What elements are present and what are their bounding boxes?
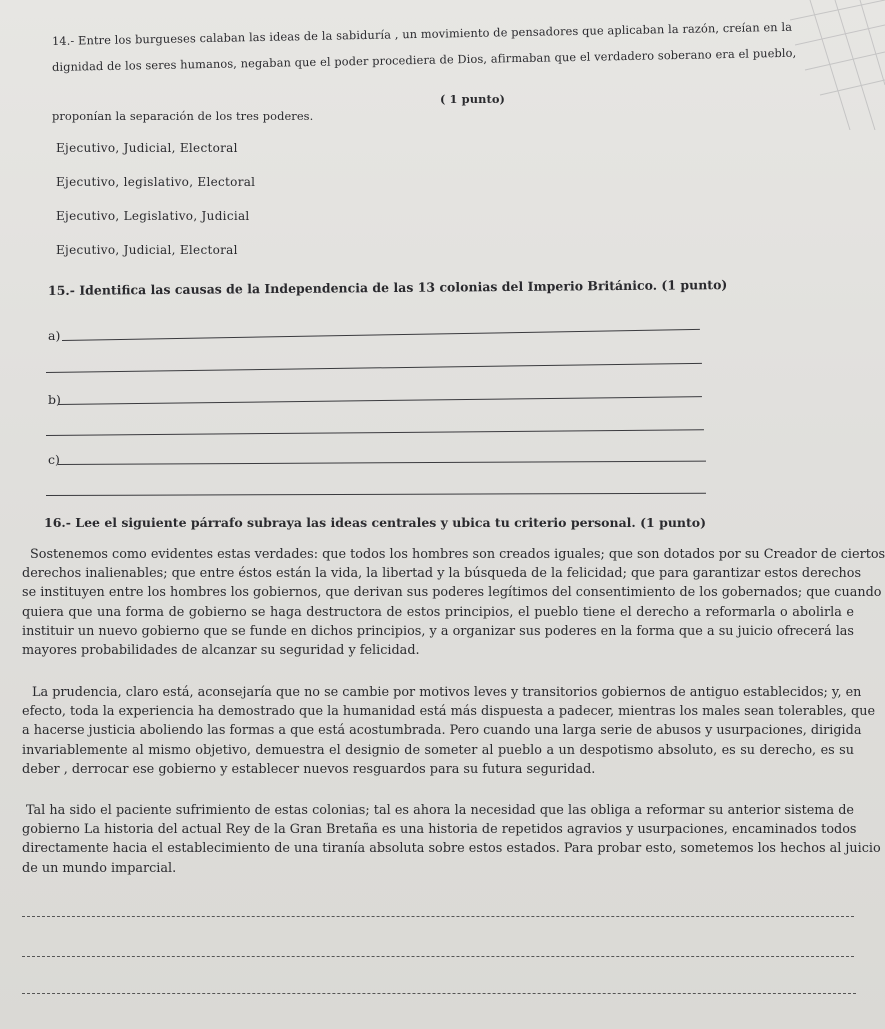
answer-line-c[interactable]	[58, 461, 706, 465]
answer-line-b[interactable]	[58, 396, 702, 405]
paragraph-1-line: mayores probabilidades de alcanzar su seguridad y felicidad.	[22, 643, 420, 659]
paragraph-1-line: se instituyen entre los hombres los gobiernos, que derivan sus poderes legítimos del consentimiento de los gobernados; que cuando	[22, 585, 882, 601]
paragraph-2-line: invariablemente al mismo objetivo, demuestra el designio de someter al pueblo a un despotismo absoluto, es su derecho, es su	[22, 742, 854, 758]
paragraph-2-line: a hacerse justicia aboliendo las formas a que está acostumbrada. Pero cuando una larga serie de abusos y usurpaciones, dirigida	[22, 723, 862, 739]
q14-line-3: proponían la separación de los tres poderes.	[52, 109, 314, 123]
paragraph-3-line: de un mundo imparcial.	[22, 860, 177, 876]
answer-line-a[interactable]	[62, 329, 700, 341]
q14-option-1[interactable]: Ejecutivo, Judicial, Electoral	[56, 141, 238, 155]
paragraph-1-line: instituir un nuevo gobierno que se funde en dichos principios, y a organizar sus poderes en la forma que a su juicio ofrecerá las	[22, 623, 854, 639]
opinion-line-1[interactable]	[22, 916, 854, 917]
answer-line-c2[interactable]	[46, 493, 706, 496]
q16-title: 16.- Lee el siguiente párrafo subraya las ideas centrales y ubica tu criterio personal. (1 punto)	[44, 515, 707, 530]
answer-line-b2[interactable]	[46, 429, 704, 436]
paragraph-3-line: gobierno La historia del actual Rey de la Gran Bretaña es una historia de repetidos agravios y usurpaciones, encaminados todos	[22, 822, 857, 838]
corner-grid-decoration	[790, 0, 885, 130]
paragraph-1-line: quiera que una forma de gobierno se haga destructora de estos principios, el pueblo tiene el derecho a reformarla o abolirla e	[22, 604, 854, 620]
q16-paragraph-3	[22, 801, 881, 878]
q14-line-1: 14.- Entre los burgueses calaban las ideas de la sabiduría , un movimiento de pensadores que aplicaban la razón, creían en la	[51, 19, 793, 48]
q15-label-c: c)	[48, 452, 60, 467]
paragraph-2-line: efecto, toda la experiencia ha demostrado que la humanidad está más dispuesta a padecer, mientras los males sean tolerables, que	[22, 704, 876, 720]
paragraph-2-line: La prudencia, claro está, aconsejaría que no se cambie por motivos leves y transitorios gobiernos de antiguo establecidos; y, en	[32, 685, 862, 700]
q14-option-3[interactable]: Ejecutivo, Legislativo, Judicial	[56, 209, 250, 223]
paragraph-3-line: directamente hacia el establecimiento de una tiranía absoluta sobre estos estados. Para probar esto, sometemos los hechos al juicio	[22, 841, 881, 857]
q14-option-4[interactable]: Ejecutivo, Judicial, Electoral	[56, 243, 238, 257]
q15-title: 15.- Identifica las causas de la Independencia de las 13 colonias del Imperio Británico. (1 punto)	[47, 277, 728, 298]
q14-line-2: dignidad de los seres humanos, negaban que el poder procediera de Dios, afirmaban que el verdadero soberano era el pueblo,	[51, 45, 797, 74]
paragraph-1-line: derechos inalienables; que entre éstos están la vida, la libertad y la búsqueda de la felicidad; que para garantizar estos derechos	[22, 566, 862, 582]
q15-label-a: a)	[48, 328, 61, 343]
opinion-line-2[interactable]	[22, 956, 854, 957]
answer-line-a2[interactable]	[46, 363, 702, 373]
q14-points: ( 1 punto)	[440, 92, 506, 106]
paragraph-1-line: Sostenemos como evidentes estas verdades: que todos los hombres son creados iguales; que son dotados por su Creador de ciertos	[30, 547, 885, 562]
q16-paragraph-2	[22, 683, 876, 779]
paragraph-3-line: Tal ha sido el paciente sufrimiento de estas colonias; tal es ahora la necesidad que las obliga a reformar su anterior sistema de	[26, 803, 854, 818]
q15-label-b: b)	[48, 392, 61, 407]
opinion-line-3[interactable]	[22, 993, 856, 994]
q16-paragraph-1	[22, 545, 885, 660]
q14-option-2[interactable]: Ejecutivo, legislativo, Electoral	[56, 175, 256, 189]
paragraph-2-line: deber , derrocar ese gobierno y establecer nuevos resguardos para su futura seguridad.	[22, 761, 596, 777]
